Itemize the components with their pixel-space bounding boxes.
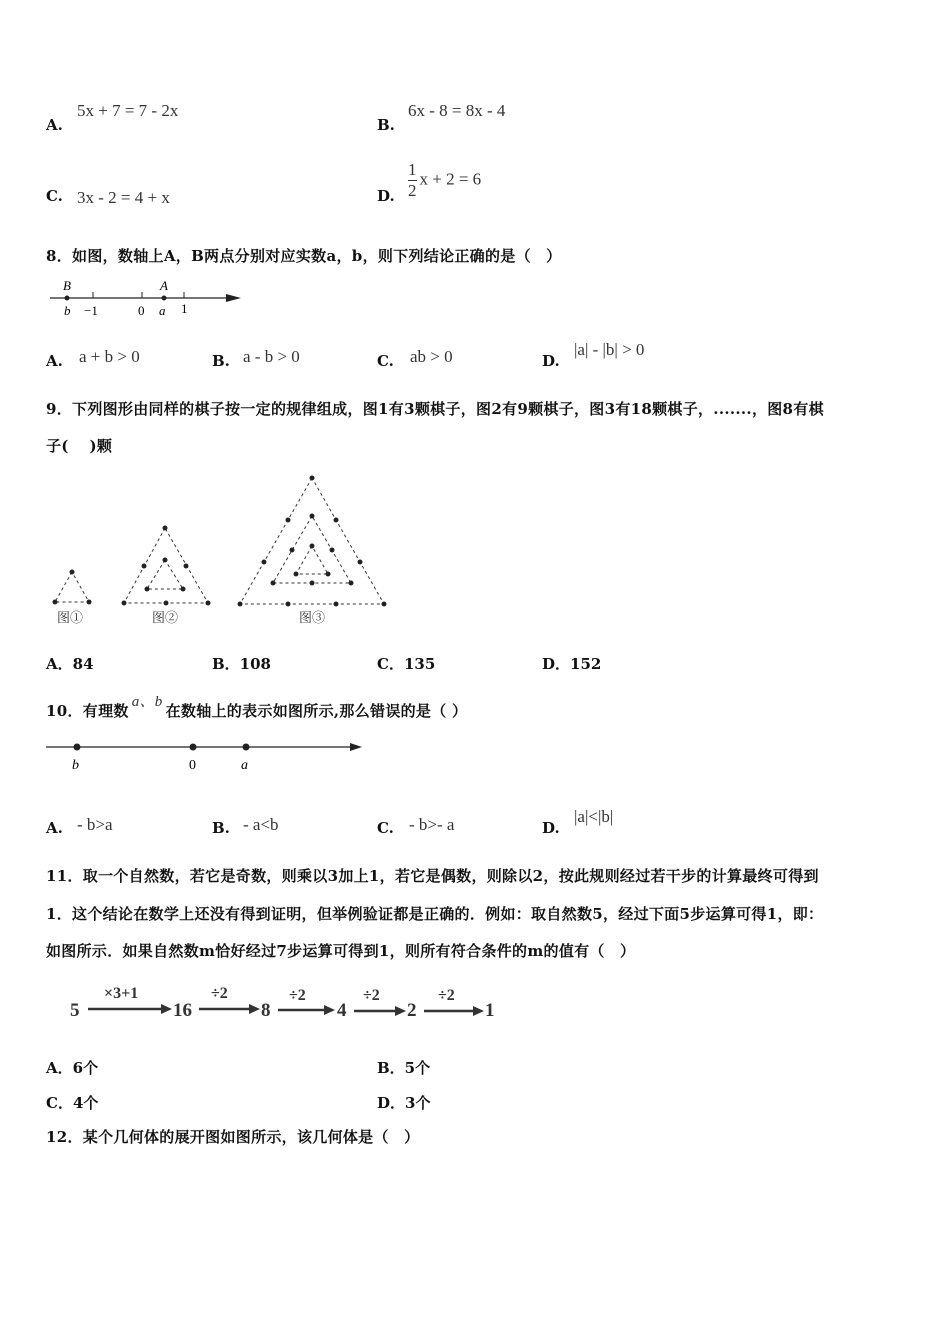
stone [145, 587, 150, 592]
label-a: a [159, 303, 166, 318]
fig1-triangle [55, 572, 89, 602]
point-a [243, 744, 250, 751]
q10-stem-suffix: 在数轴上的表示如图所示,那么错误的是（ ） [165, 702, 468, 720]
stone [286, 518, 291, 523]
q10-number-line-figure [40, 735, 370, 775]
q11-option-b[interactable]: B．5个 [377, 1059, 431, 1077]
label-a: a [241, 758, 248, 773]
stone [87, 600, 92, 605]
number-line-arrow [226, 294, 241, 302]
q8-option-c-inequality: ab > 0 [410, 347, 453, 366]
q9-option-b[interactable]: B．108 [212, 655, 271, 673]
stone [382, 602, 387, 607]
q11-stem-line2: 1．这个结论在数学上还没有得到证明，但举例验证都是正确的．例如：取自然数5，经过下面5步运算可得1，即： [46, 905, 824, 923]
fig2-outer-triangle [124, 528, 208, 603]
q8-option-a-inequality: a + b > 0 [79, 347, 140, 366]
q8-option-d-label[interactable]: D. [542, 352, 560, 370]
label-A: A [160, 278, 168, 293]
stone [206, 601, 211, 606]
stone [122, 601, 127, 606]
label-B: B [63, 278, 71, 293]
q8-number-line-figure [46, 278, 246, 323]
point-zero [190, 744, 197, 751]
q10-option-c-label[interactable]: C. [377, 819, 394, 837]
stone [334, 602, 339, 607]
fraction [408, 160, 417, 201]
stone [290, 548, 295, 553]
q7-option-d-label[interactable]: D. [377, 187, 395, 205]
q10-option-b-label[interactable]: B. [212, 819, 230, 837]
q9-stem-line2: 子( )颗 [46, 437, 113, 455]
q8-option-b-label[interactable]: B. [212, 352, 230, 370]
q8-stem: 8．如图，数轴上A，B两点分别对应实数a，b，则下列结论正确的是（ ） [46, 247, 562, 265]
q12-stem: 12．某个几何体的展开图如图所示，该几何体是（ ） [46, 1128, 420, 1146]
label-neg1: −1 [84, 303, 98, 318]
stone [310, 476, 315, 481]
q8-option-c-label[interactable]: C. [377, 352, 394, 370]
q8-option-a-label[interactable]: A. [46, 352, 63, 370]
q11-option-a[interactable]: A．6个 [46, 1059, 99, 1077]
point-b [74, 744, 81, 751]
q9-option-d[interactable]: D．152 [542, 655, 602, 673]
chain-arrow-head [161, 1004, 172, 1014]
q10-option-c-inequality: - b>- a [409, 815, 455, 834]
q10-variables: a、b [131, 694, 163, 710]
chain-operation: ÷2 [289, 987, 306, 1004]
q7-option-d-rest: x + 2 = 6 [419, 169, 482, 189]
chain-number: 5 [70, 1000, 80, 1021]
q11-option-c[interactable]: C．4个 [46, 1094, 99, 1112]
stone [349, 581, 354, 586]
fig2-inner-triangle [147, 560, 183, 589]
q11-stem-line1: 11．取一个自然数，若它是奇数，则乘以3加上1，若它是偶数，则除以2，按此规则经过若干步的计算最终可得到 [46, 867, 819, 885]
point-a [162, 296, 167, 301]
fig2-label: 图② [152, 610, 179, 625]
q7-option-b-label[interactable]: B. [377, 116, 395, 134]
chain-number: 16 [173, 1000, 192, 1021]
fig3-label: 图③ [299, 610, 326, 625]
chain-operation: ×3+1 [104, 985, 139, 1002]
chain-operation: ÷2 [363, 987, 380, 1004]
chain-arrow-head [395, 1006, 406, 1016]
q11-stem-line3: 如图所示．如果自然数m恰好经过7步运算可得到1，则所有符合条件的m的值有（ ） [46, 942, 636, 960]
stone [70, 570, 75, 575]
stone [310, 581, 315, 586]
chain-arrow-head [324, 1005, 335, 1015]
stone [326, 572, 331, 577]
stone [53, 600, 58, 605]
q10-option-b-inequality: - a<b [243, 815, 279, 834]
q9-stem-line1: 9．下列图形由同样的棋子按一定的规律组成，图1有3颗棋子，图2有9颗棋子，图3有18颗棋子，.......，图8有棋 [46, 400, 824, 418]
q7-option-c-equation: 3x - 2 = 4 + x [77, 188, 170, 207]
stone [164, 601, 169, 606]
chain-operation: ÷2 [211, 985, 228, 1002]
number-line-arrow [350, 743, 362, 751]
point-b [65, 296, 70, 301]
stone [294, 572, 299, 577]
stone [184, 564, 189, 569]
stone [286, 602, 291, 607]
q10-stem [46, 694, 468, 721]
chain-number: 8 [261, 1000, 271, 1021]
stone [163, 558, 168, 563]
chain-operation: ÷2 [438, 987, 455, 1004]
stone [358, 560, 363, 565]
chain-arrow-head [473, 1006, 484, 1016]
label-one: 1 [181, 301, 188, 316]
fraction-numerator: 1 [408, 160, 417, 179]
stone [163, 526, 168, 531]
q11-option-d[interactable]: D．3个 [377, 1094, 431, 1112]
stone [262, 560, 267, 565]
fig3-inner-triangle [296, 546, 328, 574]
q8-option-b-inequality: a - b > 0 [243, 347, 300, 366]
chain-number: 1 [485, 1000, 495, 1021]
q7-option-d-equation [408, 160, 481, 201]
q9-triangle-figures [40, 470, 400, 630]
q8-option-d-inequality: |a| - |b| > 0 [574, 340, 645, 359]
stone [310, 544, 315, 549]
stone [142, 564, 147, 569]
stone [271, 581, 276, 586]
fraction-denominator: 2 [408, 181, 417, 200]
q10-option-d-label[interactable]: D. [542, 819, 560, 837]
q7-option-a-equation: 5x + 7 = 7 - 2x [77, 101, 179, 120]
label-b: b [64, 303, 71, 318]
chain-number: 2 [407, 1000, 417, 1021]
q7-option-b-equation: 6x - 8 = 8x - 4 [408, 101, 506, 120]
q10-stem-prefix: 10．有理数 [46, 702, 129, 720]
label-zero: 0 [189, 758, 196, 773]
q10-option-a-label[interactable]: A. [46, 819, 63, 837]
chain-number: 4 [337, 1000, 347, 1021]
stone [238, 602, 243, 607]
stone [330, 548, 335, 553]
q9-option-c[interactable]: C．135 [377, 655, 436, 673]
stone [310, 514, 315, 519]
q11-operation-chain [66, 980, 506, 1025]
q9-option-a[interactable]: A．84 [46, 655, 94, 673]
label-b: b [72, 758, 79, 773]
stone [181, 587, 186, 592]
stone [334, 518, 339, 523]
q10-option-a-inequality: - b>a [77, 815, 113, 834]
q7-option-c-label[interactable]: C. [46, 187, 63, 205]
q10-option-d-inequality: |a|<|b| [574, 807, 614, 826]
q7-option-a-label[interactable]: A. [46, 116, 63, 134]
label-zero: 0 [138, 303, 145, 318]
fig1-label: 图① [57, 610, 84, 625]
chain-arrow-head [249, 1004, 260, 1014]
